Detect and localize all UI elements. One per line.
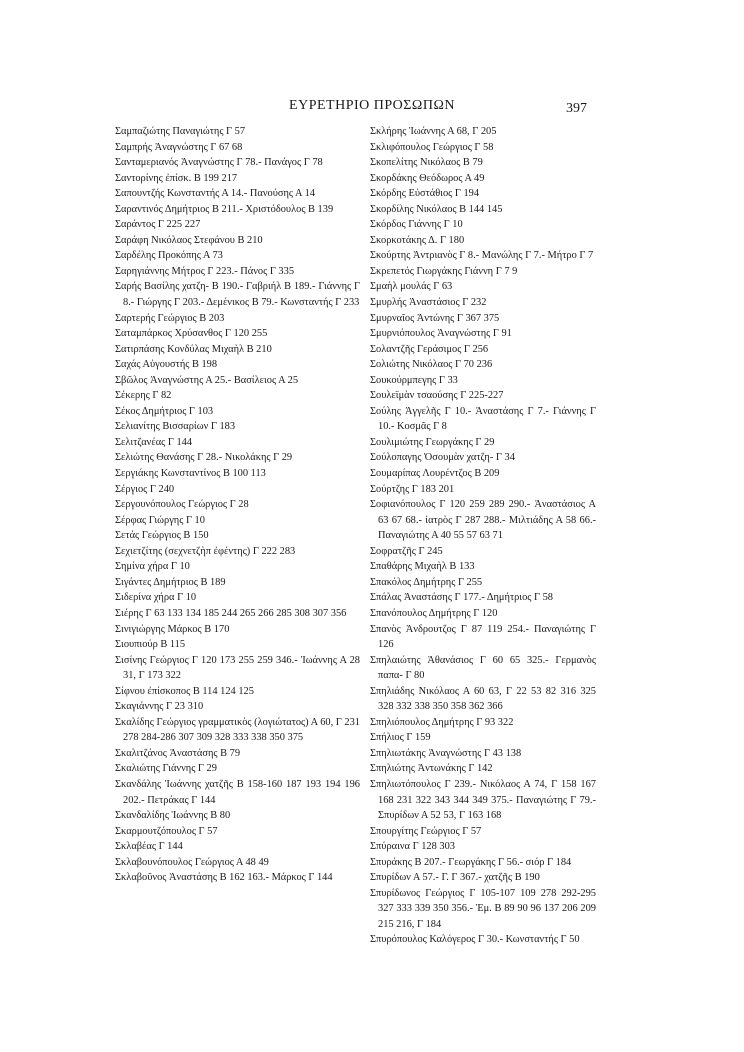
index-entry: Σπηλιωτάκης Ἀναγνώστης Γ 43 138 xyxy=(370,747,522,759)
index-entry: Σούλοπαγης Ὀσουμὰν χατζη- Γ 34 xyxy=(370,452,515,464)
index-entry: Σπανόπουλος Δημήτρης Γ 120 xyxy=(370,607,498,619)
index-entry: Σμαὴλ μουλάς Γ 63 xyxy=(370,281,453,293)
index-entry: Σουλεϊμὰν τσαούσης Γ 225-227 xyxy=(370,390,504,402)
index-entry: Σπακόλος Δημήτρης Γ 255 xyxy=(370,576,483,588)
index-entry: Σκλαβοῦνος Ἀναστάσης Β 162 163.- Μάρκος Γ 144 xyxy=(115,872,333,884)
index-entry: Σκανδάλης Ἰωάννης χατζῆς Β 158-160 187 193 194 196 202.- Πετράκας Γ 144 xyxy=(115,778,360,806)
index-entry: Σκανδαλίδης Ἰωάννης Β 80 xyxy=(115,810,231,822)
index-entry: Σελιανίτης Βισσαρίων Γ 183 xyxy=(115,421,236,433)
index-entry: Σκλιφόπουλος Γεώργιος Γ 58 xyxy=(370,141,494,153)
index-entry: Σπανὸς Ἀνδρουτζος Γ 87 119 254.- Παναγιώτης Γ 126 xyxy=(370,623,596,651)
index-entry: Σαραντινός Δημήτριος Β 211.- Χριστόδουλος Β 139 xyxy=(115,203,334,215)
index-entry: Σούρτζης Γ 183 201 xyxy=(370,483,455,495)
index-entry: Σκούρτης Ἀντριανὸς Γ 8.- Μανώλης Γ 7.- Μήτρο Γ 7 xyxy=(370,250,594,262)
index-entry: Σπήλιος Γ 159 xyxy=(370,732,431,744)
index-entry: Σπηλιόπουλος Δημήτρης Γ 93 322 xyxy=(370,716,514,728)
index-entry: Σαμπρής Ἀναγνώστης Γ 67 68 xyxy=(115,141,243,153)
index-entry: Σαπουντζής Κωνσταντής Α 14.- Πανούσης Α 14 xyxy=(115,188,315,200)
index-entry: Σέργιος Γ 240 xyxy=(115,483,175,495)
index-entry: Σπυρίδων Α 57.- Γ. Γ 367.- χατζῆς Β 190 xyxy=(370,872,540,884)
index-entry: Σολαντζῆς Γεράσιμος Γ 256 xyxy=(370,343,489,355)
index-entry: Σπύραινα Γ 128 303 xyxy=(370,841,455,853)
index-entry: Σισίνης Γεώργιος Γ 120 173 255 259 346.- Ἰωάννης Α 28 31, Γ 173 322 xyxy=(115,654,360,682)
page-number: 397 xyxy=(566,101,587,116)
index-entry: Σπηλιώτης Ἀντωνάκης Γ 142 xyxy=(370,763,493,775)
index-entry: Σαντορίνης ἐπίσκ. Β 199 217 xyxy=(115,172,238,184)
index-entry: Σουκούρμπεγης Γ 33 xyxy=(370,374,458,386)
index-entry: Σπηλιωτόπουλος Γ 239.- Νικόλαος Α 74, Γ 158 167 168 231 322 343 344 349 375.- Παναγιώτης Γ 79.- Σπυρίδων Α 52 53, Γ 163 168 xyxy=(370,778,596,822)
index-entry: Σινιγιώργης Μάρκος Β 170 xyxy=(115,623,230,635)
index-entry: Σιέρης Γ 63 133 134 185 244 265 266 285 308 307 356 xyxy=(115,607,347,619)
index-entry: Σκρεπετός Γιωργάκης Γιάννη Γ 7 9 xyxy=(370,265,518,277)
index-entry: Σμυρνιόπουλος Ἀναγνώστης Γ 91 xyxy=(370,328,512,340)
index-entry: Σκόρδης Εὐστάθιος Γ 194 xyxy=(370,188,480,200)
index-entry: Σκλαβέας Γ 144 xyxy=(115,841,183,853)
index-entry: Σαρής Βασίλης χατζη- Β 190.- Γαβριήλ Β 189.- Γιάννης Γ 8.- Γιώργης Γ 203.- Δεμένικος Β 79.- Κωνσταντής Γ 233 xyxy=(115,281,360,309)
index-entry: Σπυρόπουλος Καλόγερος Γ 30.- Κωνσταντής Γ 50 xyxy=(370,934,580,946)
index-entry: Σαταμπάρκος Χρύσανθος Γ 120 255 xyxy=(115,328,268,340)
index-entry: Σκαγιάννης Γ 23 310 xyxy=(115,701,204,713)
index-entry: Σεχιετζίτης (σεχνετζὴπ ἐφέντης) Γ 222 283 xyxy=(115,545,296,557)
index-entry: Σπάλας Ἀναστάσης Γ 177.- Δημήτριος Γ 58 xyxy=(370,592,553,604)
index-entry: Σέρφας Γιώργης Γ 10 xyxy=(115,514,205,526)
index-entry: Σκαλιώτης Γιάννης Γ 29 xyxy=(115,763,217,775)
index-entry: Σίφνου ἐπίσκοπος Β 114 124 125 xyxy=(115,685,254,697)
index-entry: Σκοπελίτης Νικόλαος Β 79 xyxy=(370,157,483,169)
index-entry: Σμυρναῖος Ἀντώνης Γ 367 375 xyxy=(370,312,500,324)
index-entry: Σετάς Γεώργιος Β 150 xyxy=(115,530,209,542)
index-entry: Σκαλίδης Γεώργιος γραμματικὸς (λογιώτατος) Α 60, Γ 231 278 284-286 307 309 328 333 338 350 375 xyxy=(115,716,360,744)
index-entry: Σαμπαζιώτης Παναγιώτης Γ 57 xyxy=(115,126,246,137)
index-entry: Σέκερης Γ 82 xyxy=(115,390,172,402)
index-entry: Σαρδέλης Προκόπης Α 73 xyxy=(115,250,223,262)
index-entry: Σουμαρίπας Λουρέντζος Β 209 xyxy=(370,468,500,480)
index-entry: Σολιώτης Νικόλαος Γ 70 236 xyxy=(370,359,493,371)
index-entry: Σοφρατζῆς Γ 245 xyxy=(370,545,443,557)
index-entry: Σκορδίλης Νικόλαος Β 144 145 xyxy=(370,203,503,215)
index-entry: Σπαθάρης Μιχαὴλ Β 133 xyxy=(370,561,475,573)
index-entry: Σελιτζανέας Γ 144 xyxy=(115,436,193,448)
index-entry: Σμυρλής Ἀναστάσιος Γ 232 xyxy=(370,297,487,309)
index-entry: Σπυράκης Β 207.- Γεωργάκης Γ 56.- σιόρ Γ 184 xyxy=(370,856,572,868)
index-entry: Σιδερίνα χήρα Γ 10 xyxy=(115,592,197,604)
index-entry: Σκορδάκης Θεόδωρος Α 49 xyxy=(370,172,485,184)
index-column-right xyxy=(370,124,596,948)
index-entry: Σαράντος Γ 225 227 xyxy=(115,219,201,231)
index-entry: Σκόρδος Γιάννης Γ 10 xyxy=(370,219,463,231)
index-entry: Σκαρμουτζόπουλος Γ 57 xyxy=(115,825,218,837)
index-entry: Σκλαβουνόπουλος Γεώργιος Α 48 49 xyxy=(115,856,269,868)
index-entry: Σπυρίδωνος Γεώργιος Γ 105-107 109 278 292-295 327 333 339 350 356.- Ἐμ. Β 89 90 96 137 206 209 215 216, Γ 184 xyxy=(370,887,596,930)
index-entry: Σανταμεριανός Ἀναγνώστης Γ 78.- Πανάγος Γ 78 xyxy=(115,157,323,169)
index-entry: Σπουργίτης Γεώργιος Γ 57 xyxy=(370,825,482,837)
index-entry: Σιγάντες Δημήτριος Β 189 xyxy=(115,576,226,588)
index-entry: Σουλιμιώτης Γεωργάκης Γ 29 xyxy=(370,436,495,448)
index-entry: Σημίνα χήρα Γ 10 xyxy=(115,561,190,573)
index-column-left xyxy=(115,124,360,886)
index-entry: Σκορκοτάκης Δ. Γ 180 xyxy=(370,234,465,246)
index-entry: Σαχάς Αὐγουστής Β 198 xyxy=(115,359,218,371)
index-entry: Σεργουνόπουλος Γεώργιος Γ 28 xyxy=(115,499,249,511)
index-entry: Σπηλαιώτης Ἀθανάσιος Γ 60 65 325.- Γερμανὸς παπα- Γ 80 xyxy=(370,654,596,682)
index-entry: Σούλης Ἀγγελῆς Γ 10.- Ἀναστάσης Γ 7.- Γιάννης Γ 10.- Κοσμᾶς Γ 8 xyxy=(370,405,596,433)
index-entry: Σιουπιούρ Β 115 xyxy=(115,639,186,651)
index-entry: Σοφιανόπουλος Γ 120 259 289 290.- Ἀναστάσιος Α 63 67 68.- ἰατρὸς Γ 287 288.- Μιλτιάδης Α 58 66.- Παναγιώτης Α 40 55 57 63 71 xyxy=(370,499,596,542)
index-entry: Σκλήρης Ἰωάννης Α 68, Γ 205 xyxy=(370,126,497,137)
index-entry: Σαράφη Νικόλαος Στεφάνου Β 210 xyxy=(115,234,263,246)
index-entry: Σαρτερής Γεώργιος Β 203 xyxy=(115,312,225,324)
index-entry: Σεργιάκης Κωνσταντίνος Β 100 113 xyxy=(115,468,266,480)
index-entry: Σκαλιτζάνος Ἀναστάσης Β 79 xyxy=(115,747,241,759)
page-title: ΕΥΡΕΤΗΡΙΟ ΠΡΟΣΩΠΩΝ xyxy=(289,98,455,113)
index-entry: Σατιρπάσης Κονδύλας Μιχαὴλ Β 210 xyxy=(115,343,272,355)
index-entry: Σελιώτης Θανάσης Γ 28.- Νικολάκης Γ 29 xyxy=(115,452,293,464)
index-entry: Σαρηγιάννης Μήτρος Γ 223.- Πάνος Γ 335 xyxy=(115,265,295,277)
index-entry: Σέκος Δημήτριος Γ 103 xyxy=(115,405,214,417)
index-entry: Σβῶλος Ἀναγνώστης Α 25.- Βασίλειος Α 25 xyxy=(115,374,299,386)
index-entry: Σπηλιάδης Νικόλαος Α 60 63, Γ 22 53 82 316 325 328 332 338 350 358 362 366 xyxy=(370,685,596,713)
